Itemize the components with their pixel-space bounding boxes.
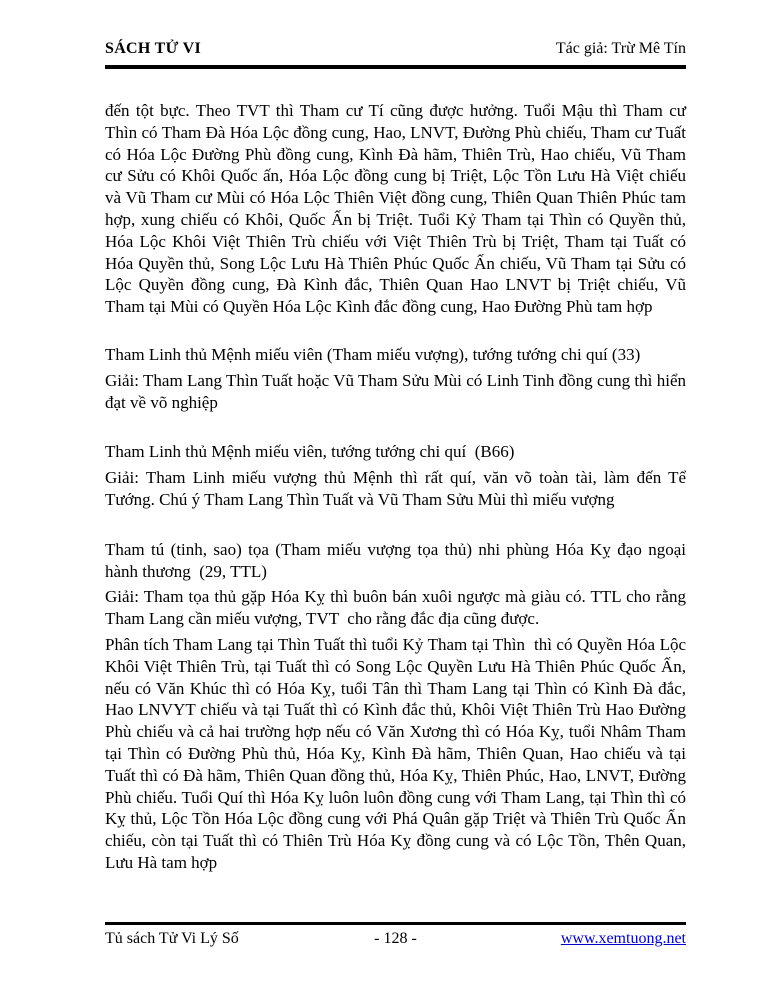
footer-page-number: - 128 -: [374, 930, 417, 947]
paragraph-rule-29-ttl: Tham tú (tinh, sao) tọa (Tham miếu vượng tọa thủ) nhi phùng Hóa Kỵ đạo ngoại hành thương (29, TTL): [105, 539, 691, 581]
paragraph-giai-29-ttl: Giải: Tham tọa thủ gặp Hóa Kỵ thì buôn bán xuôi ngược mà giàu có. TTL cho rằng Tham Lang cần miếu vượng, TVT cho rằng đắc địa cũng được.: [105, 587, 690, 629]
paragraph-phan-tich: Phân tích Tham Lang tại Thìn Tuất thì tuổi Kỷ Tham tại Thìn thì có Quyền Hóa Lộc Khôi Việt Thiên Trù, tại Tuất thì có Song Lộc Quyền Lưu Hà Thiên Phúc Quốc Ấn, nếu có Văn Khúc thì có Hóa Kỵ, tuổi Tân thì Tham Lang tại Thìn có Kình Đà đắc, Hao LNVYT chiếu và tại Tuất thì có Kình đắc thủ, Khôi Việt Thiên Trù Hao Đường Phù chiếu và cả hai trường hợp nếu có Văn Xương thì có Hóa Kỵ, tuổi Nhâm Tham tại Thìn có Đường Phù thủ, Hóa Kỵ, Kình Đà hãm, Thiên Quan, Hao chiếu và tại Tuất thì có Đà hãm, Thiên Quan đồng thủ, Hóa Kỵ, Thiên Phúc, Hao, LNVT, Đường Phù chiếu. Tuổi Quí thì Hóa Kỵ luôn luôn đồng cung với Tham Lang, tại Thìn thì có Kỵ thủ, Lộc Tồn Hóa Lộc đồng cung với Phá Quân gặp Triệt và Thiên Trù Quốc Ấn chiếu, còn tại Tuất thì có Thiên Trù Hóa Kỵ đồng cung và có Lộc Tồn, Thên Quan, Lưu Hà tam hợp: [105, 634, 691, 872]
paragraph-rule-b66: Tham Linh thủ Mệnh miếu viên, tướng tướng chi quí (B66): [105, 442, 515, 462]
header-book-title: SÁCH TỬ VI: [105, 40, 202, 57]
footer-link-wrapper: [417, 930, 686, 948]
paragraph-giai-33: Giải: Tham Lang Thìn Tuất hoặc Vũ Tham Sửu Mùi có Linh Tinh đồng cung thì hiển đạt về võ nghiệp: [105, 370, 691, 412]
paragraph-giai-b66: Giải: Tham Linh miếu vượng thủ Mệnh thì rất quí, văn võ toàn tài, làm đến Tể Tướng. Chú ý Tham Lang Thìn Tuất và Vũ Tham Sửu Mùi thì miếu vượng: [105, 468, 690, 509]
footer-series-title: Tủ sách Tử Vi Lý Số: [105, 930, 239, 947]
page-body: [105, 100, 691, 874]
page-header: [105, 40, 686, 69]
header-author: Tác giả: Trừ Mê Tín: [555, 40, 686, 57]
paragraph-rule-33: Tham Linh thủ Mệnh miếu viên (Tham miếu vượng), tướng tướng chi quí (33): [105, 344, 641, 364]
website-link[interactable]: www.xemtuong.net: [560, 930, 686, 947]
page-footer: [105, 922, 686, 948]
paragraph-continuation: đến tột bực. Theo TVT thì Tham cư Tí cũng được hưởng. Tuổi Mậu thì Tham cư Thìn có Tham Đà Hóa Lộc đồng cung, Hao, LNVT, Đường Phù chiếu, Tham cư Tuất có Hóa Lộc Đường Phù đồng cung, Kình Đà hãm, Thiên Trù, Hao chiếu, Vũ Tham cư Sửu có Khôi Quốc ấn, Hóa Lộc đồng cung bị Triệt, Lộc Tồn Lưu Hà Việt chiếu và Vũ Tham cư Mùi có Hóa Lộc Thiên Việt đồng cung, Thiên Quan Thiên Phúc tam hợp, xung chiếu có Khôi, Quốc Ấn bị Triệt. Tuổi Kỷ Tham tại Thìn có Quyền thủ, Hóa Lộc Khôi Việt Thiên Trù chiếu với Việt Thiên Trù bị Triệt, Tham tại Tuất có Hóa Quyền thủ, Song Lộc Lưu Hà Thiên Phúc Quốc Ấn chiếu, Vũ Tham tại Sửu có Lộc Quyền đồng cung, Đà Kình đắc, Thiên Quan Hao LNVT bị Triệt chiếu, Vũ Tham tại Mùi có Quyền Hóa Lộc Kình đắc đồng cung, Hao Đường Phù tam hợp: [105, 101, 691, 317]
